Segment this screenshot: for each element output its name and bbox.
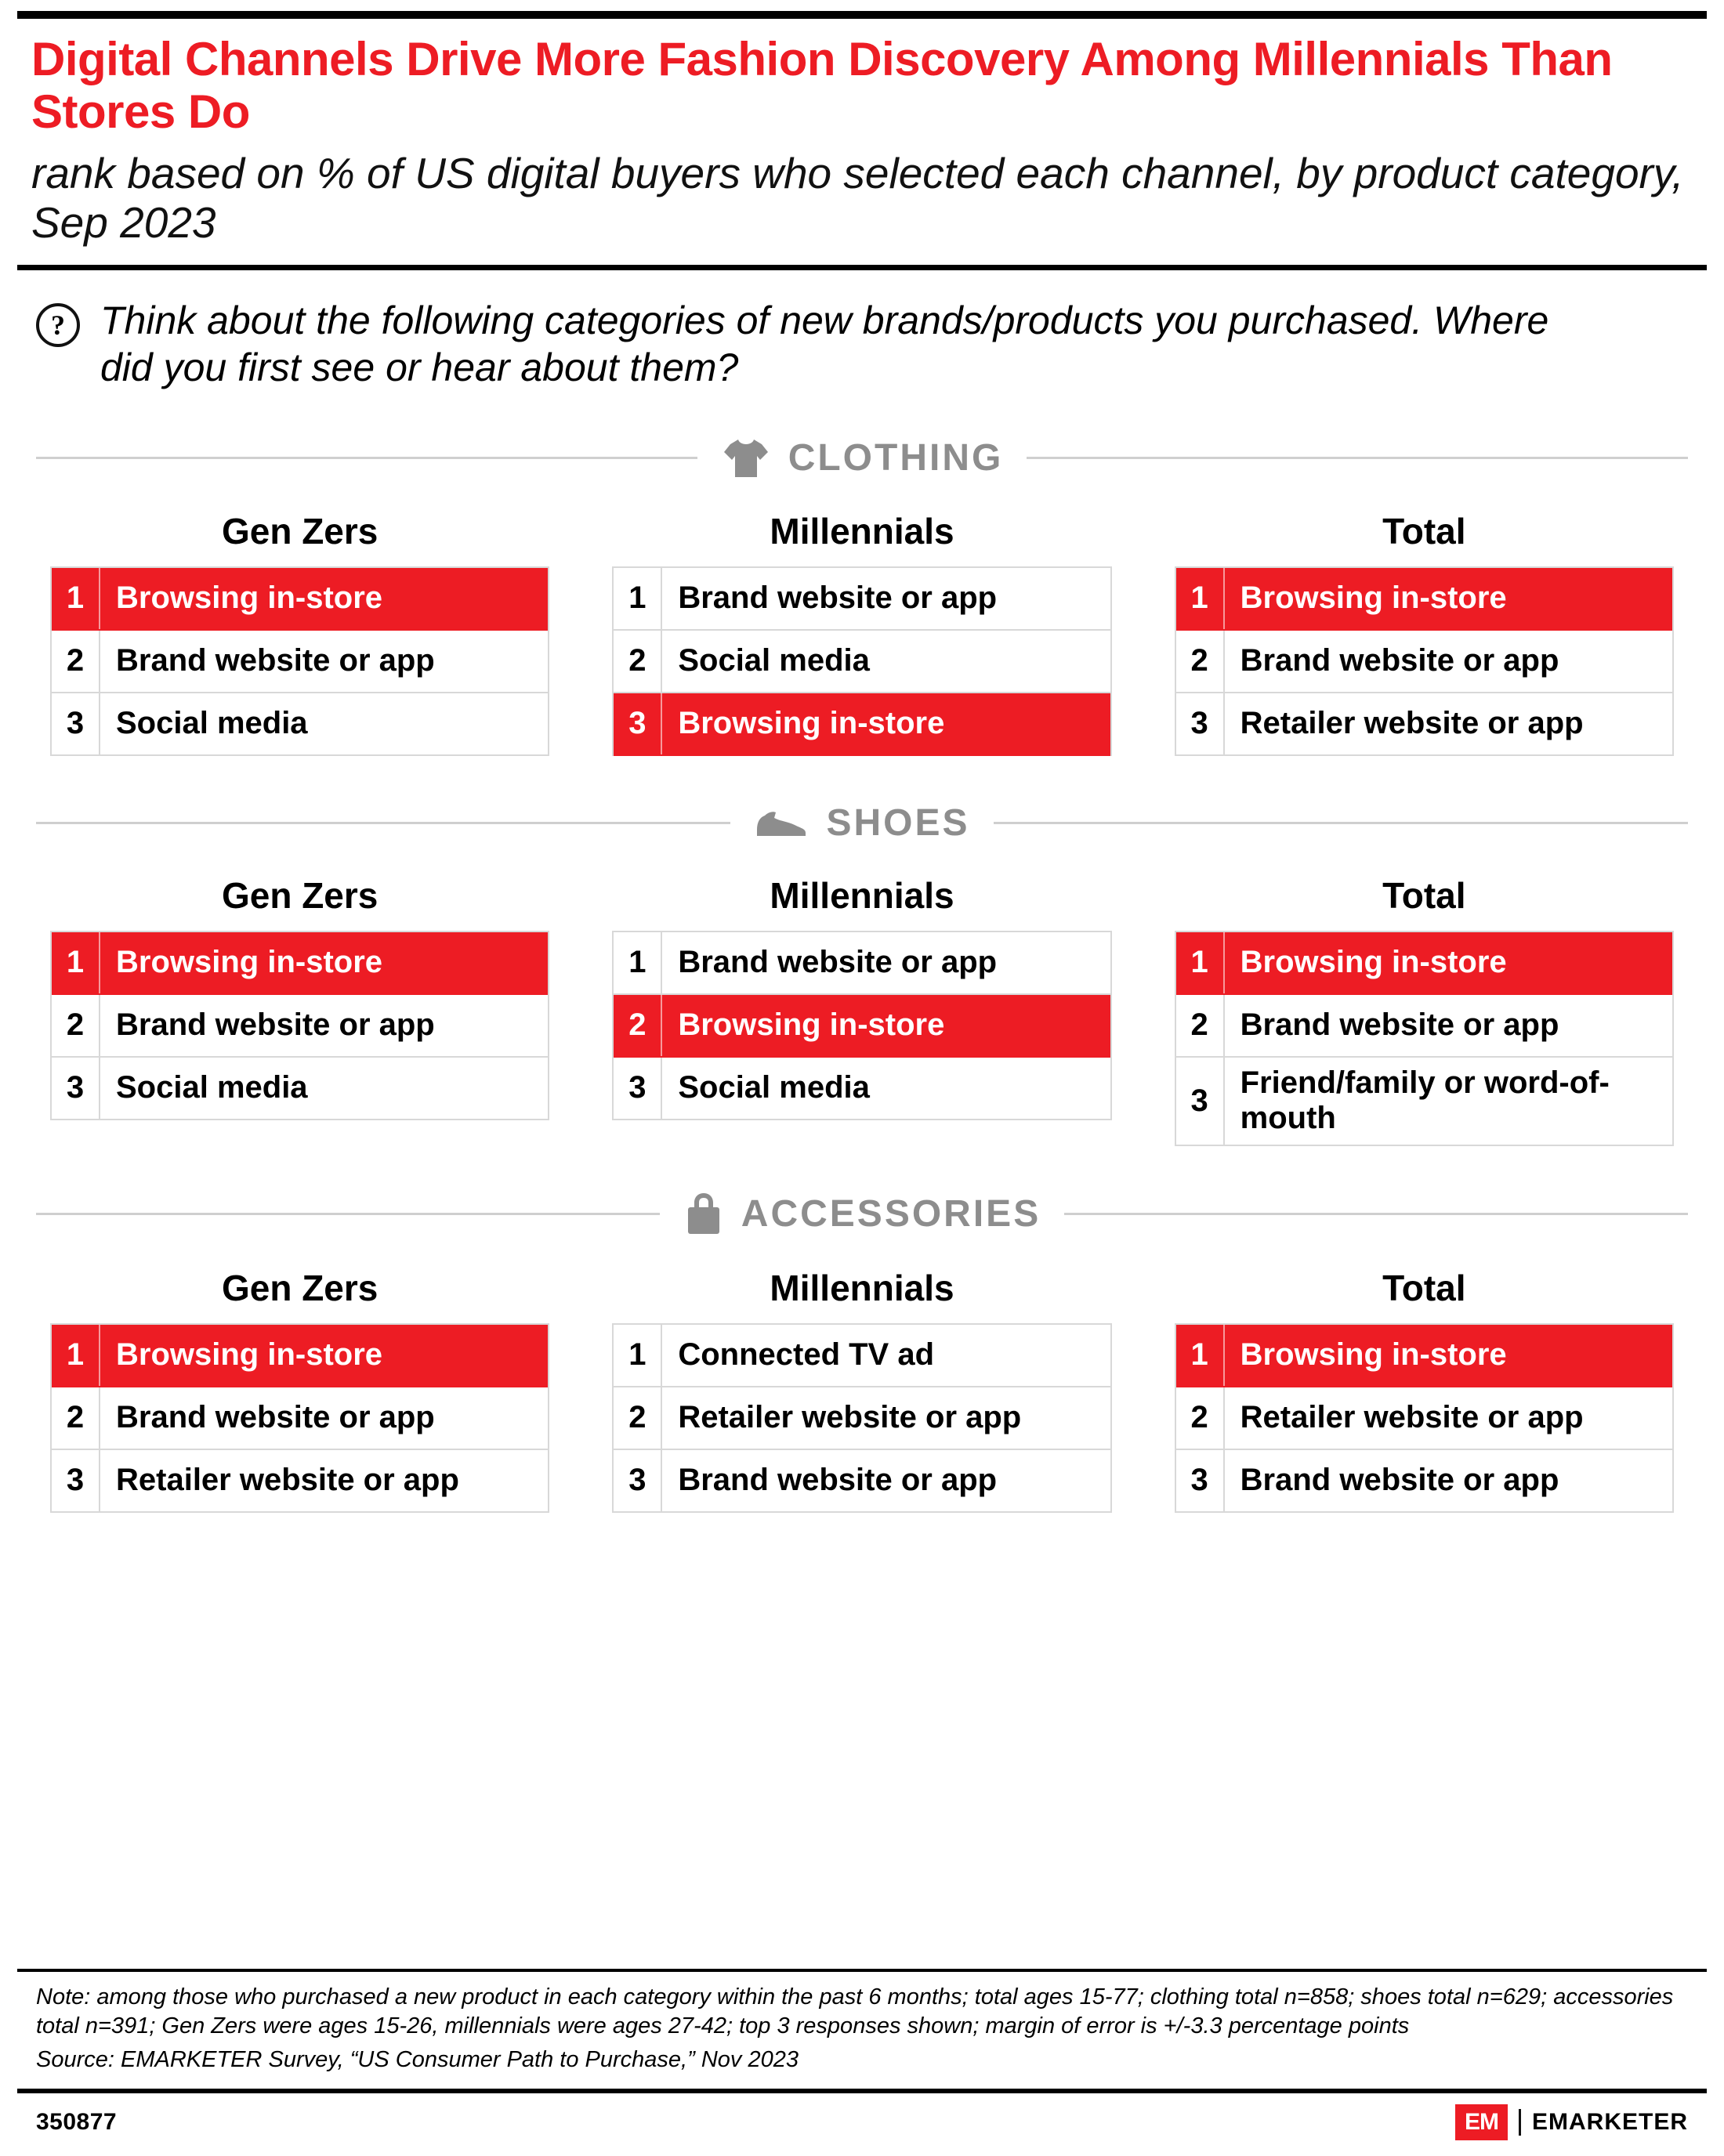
table-row — [52, 631, 548, 693]
rank-label: Social media — [678, 1069, 870, 1105]
rank-table — [1175, 1323, 1674, 1513]
header-divider — [17, 265, 1707, 270]
section-title-group — [675, 1192, 1049, 1237]
question-mark-icon: ? — [36, 303, 80, 347]
rank-number: 3 — [52, 1450, 100, 1511]
emarketer-mark-icon: EM — [1455, 2104, 1508, 2140]
brand-bar — [17, 2093, 1707, 2156]
table-row — [52, 932, 548, 995]
table-row — [1176, 995, 1672, 1058]
rank-number: 1 — [1176, 1325, 1225, 1386]
section-title-group — [713, 436, 1012, 480]
rank-table — [1175, 566, 1674, 756]
section-rule-right — [1027, 457, 1688, 459]
section-header-shoes — [36, 801, 1688, 845]
rank-number: 2 — [614, 995, 662, 1056]
figure-id: 350877 — [36, 2109, 118, 2135]
section-clothing — [0, 436, 1724, 756]
rank-label: Social media — [116, 705, 308, 740]
table-row — [614, 1387, 1110, 1450]
section-accessories — [0, 1192, 1724, 1513]
table-row — [1176, 1387, 1672, 1450]
rank-number: 2 — [1176, 631, 1225, 692]
rank-number: 2 — [52, 995, 100, 1056]
rank-label: Browsing in-store — [1240, 1337, 1507, 1373]
rank-number: 2 — [614, 631, 662, 692]
rank-label: Brand website or app — [1240, 1463, 1559, 1498]
section-header-clothing — [36, 436, 1688, 480]
page-subtitle: rank based on % of US digital buyers who selected each channel, by product category, Sep 2023 — [31, 149, 1684, 248]
table-row — [1176, 1058, 1672, 1146]
section-rule-right — [994, 822, 1688, 824]
table-row — [1176, 1325, 1672, 1387]
table-row — [614, 932, 1110, 995]
tshirt-icon — [721, 436, 771, 480]
rank-label: Retailer website or app — [116, 1463, 459, 1498]
rank-number: 3 — [614, 693, 662, 754]
rank-label: Brand website or app — [116, 642, 435, 678]
table-row — [614, 1058, 1110, 1120]
note-text: Note: among those who purchased a new product in each category within the past 6 months; total ages 15-77; clothing total n=858; shoes total n=629; accessories total n=391; Gen Zers were ages 15-26, millennials were ages 27-42; top 3 responses shown; margin of error is +/-3.3 percentage points — [36, 1984, 1674, 2038]
rank-number: 3 — [1176, 1450, 1225, 1511]
table-row — [52, 568, 548, 631]
group-title: Millennials — [770, 1267, 954, 1308]
group-gen-zers — [50, 510, 549, 756]
table-row — [52, 1450, 548, 1513]
table-row — [614, 568, 1110, 631]
table-row — [1176, 1450, 1672, 1513]
rank-number: 1 — [614, 568, 662, 629]
section-rule-right — [1064, 1213, 1688, 1215]
rank-number: 3 — [614, 1058, 662, 1119]
rank-number: 3 — [52, 693, 100, 754]
page-title: Digital Channels Drive More Fashion Discovery Among Millennials Than Stores Do — [31, 33, 1613, 139]
handbag-icon — [683, 1192, 724, 1237]
rank-number: 1 — [52, 932, 100, 993]
rank-label: Retailer website or app — [1240, 1400, 1584, 1435]
section-header-accessories — [36, 1192, 1688, 1237]
rank-number: 3 — [614, 1450, 662, 1511]
group-millennials — [612, 874, 1111, 1146]
rank-label: Friend/family or word-of-mouth — [1240, 1065, 1610, 1136]
rank-label: Brand website or app — [1240, 1007, 1559, 1042]
infographic-page — [0, 11, 1724, 2156]
rank-number: 1 — [614, 932, 662, 993]
group-title: Total — [1382, 1267, 1466, 1308]
section-rule-left — [36, 457, 697, 459]
section-label: ACCESSORIES — [741, 1193, 1041, 1235]
rank-number: 1 — [52, 1325, 100, 1386]
rank-label: Brand website or app — [1240, 642, 1559, 678]
rank-number: 2 — [1176, 1387, 1225, 1449]
brand-name: EMARKETER — [1519, 2109, 1688, 2136]
rank-label: Browsing in-store — [116, 580, 383, 615]
section-shoes — [0, 801, 1724, 1146]
table-row — [1176, 693, 1672, 756]
rank-label: Browsing in-store — [678, 705, 945, 740]
table-row — [52, 1325, 548, 1387]
group-title: Millennials — [770, 510, 954, 552]
rank-label: Browsing in-store — [116, 1337, 383, 1373]
table-row — [52, 1058, 548, 1120]
table-row — [52, 1387, 548, 1450]
rank-label: Social media — [678, 642, 870, 678]
rank-number: 3 — [1176, 693, 1225, 754]
rank-table — [612, 566, 1111, 756]
table-row — [614, 693, 1110, 756]
brand-logo — [1455, 2104, 1688, 2140]
rank-table — [1175, 931, 1674, 1146]
rank-number: 3 — [52, 1058, 100, 1119]
group-millennials — [612, 1267, 1111, 1513]
rank-number: 2 — [1176, 995, 1225, 1056]
rank-table — [612, 931, 1111, 1120]
group-gen-zers — [50, 874, 549, 1146]
table-row — [614, 1325, 1110, 1387]
rank-number: 1 — [52, 568, 100, 629]
rank-label: Connected TV ad — [678, 1337, 935, 1373]
rank-table — [50, 1323, 549, 1513]
rank-label: Browsing in-store — [1240, 944, 1507, 979]
footer-divider — [17, 1969, 1707, 1972]
table-row — [52, 995, 548, 1058]
table-row — [1176, 568, 1672, 631]
rank-number: 2 — [52, 631, 100, 692]
groups-accessories — [36, 1267, 1688, 1513]
rank-label: Retailer website or app — [1240, 705, 1584, 740]
group-gen-zers — [50, 1267, 549, 1513]
group-total — [1175, 1267, 1674, 1513]
section-rule-left — [36, 822, 730, 824]
footer — [0, 1969, 1724, 2156]
rank-label: Browsing in-store — [678, 1007, 945, 1042]
group-title: Gen Zers — [221, 510, 378, 552]
source-text: Source: EMARKETER Survey, “US Consumer Path to Purchase,” Nov 2023 — [36, 2046, 799, 2072]
table-row — [614, 1450, 1110, 1513]
rank-number: 1 — [614, 1325, 662, 1386]
shoe-icon — [754, 806, 809, 839]
rank-label: Browsing in-store — [116, 944, 383, 979]
header — [0, 19, 1724, 248]
rank-label: Brand website or app — [678, 580, 998, 615]
rank-label: Retailer website or app — [678, 1400, 1022, 1435]
table-row — [52, 693, 548, 756]
section-title-group — [746, 801, 977, 845]
survey-question-row — [0, 270, 1724, 391]
section-rule-left — [36, 1213, 660, 1215]
rank-label: Brand website or app — [116, 1400, 435, 1435]
rank-table — [612, 1323, 1111, 1513]
section-label: CLOTHING — [788, 437, 1004, 479]
top-divider — [17, 11, 1707, 19]
rank-label: Social media — [116, 1069, 308, 1105]
rank-label: Brand website or app — [678, 944, 998, 979]
group-total — [1175, 510, 1674, 756]
rank-number: 1 — [1176, 568, 1225, 629]
group-title: Gen Zers — [221, 1267, 378, 1308]
table-row — [1176, 631, 1672, 693]
table-row — [614, 631, 1110, 693]
rank-table — [50, 566, 549, 756]
groups-shoes — [36, 874, 1688, 1146]
group-title: Gen Zers — [221, 874, 378, 916]
rank-label: Brand website or app — [116, 1007, 435, 1042]
table-row — [1176, 932, 1672, 995]
rank-number: 2 — [52, 1387, 100, 1449]
group-title: Total — [1382, 874, 1466, 916]
table-row — [614, 995, 1110, 1058]
survey-question-text: Think about the following categories of new brands/products you purchased. Where did you first see or hear about them? — [100, 298, 1549, 389]
section-label: SHOES — [826, 801, 970, 844]
group-title: Total — [1382, 510, 1466, 552]
rank-number: 3 — [1176, 1058, 1225, 1145]
group-total — [1175, 874, 1674, 1146]
rank-label: Brand website or app — [678, 1463, 998, 1498]
rank-number: 1 — [1176, 932, 1225, 993]
groups-clothing — [36, 510, 1688, 756]
rank-label: Browsing in-store — [1240, 580, 1507, 615]
group-millennials — [612, 510, 1111, 756]
rank-table — [50, 931, 549, 1120]
group-title: Millennials — [770, 874, 954, 916]
rank-number: 2 — [614, 1387, 662, 1449]
